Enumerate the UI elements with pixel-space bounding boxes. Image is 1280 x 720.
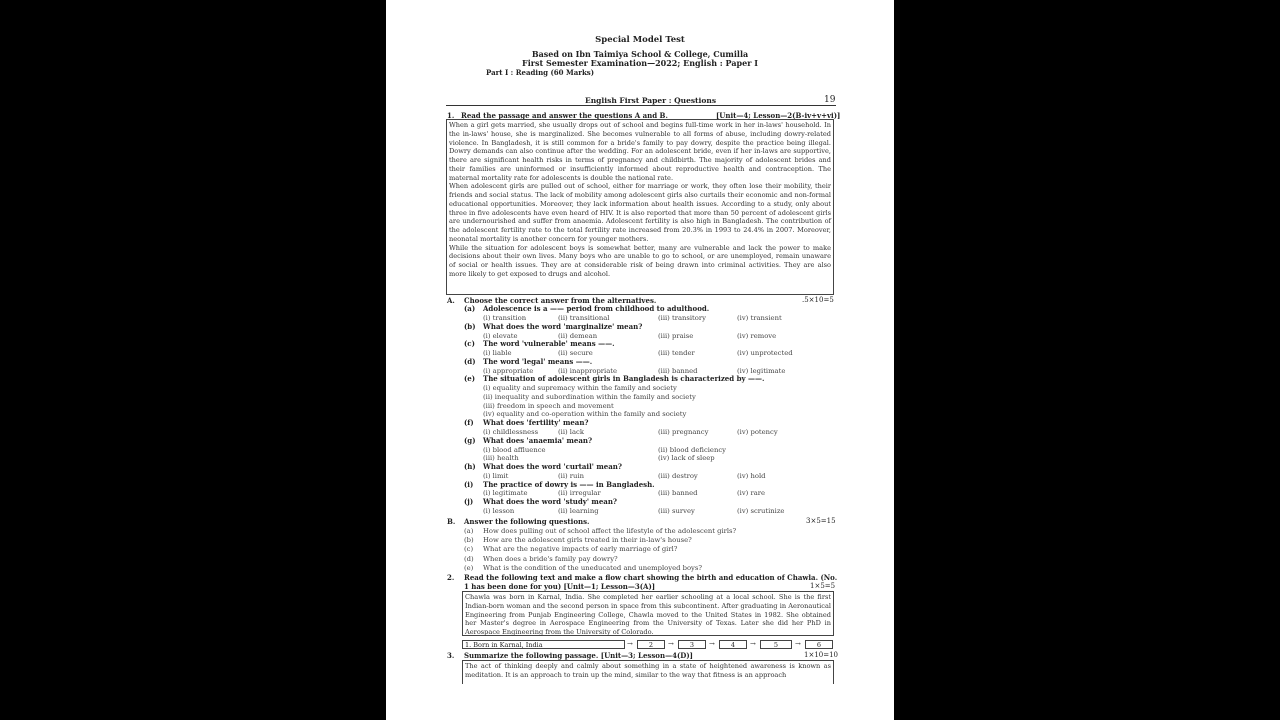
mcq-option[interactable]: (ii) ruin bbox=[558, 472, 584, 480]
mcq-label: (a) bbox=[464, 304, 476, 313]
q2-instruction-line-1: Read the following text and make a flow chart showing the birth and education of Chawla. (No. bbox=[464, 573, 838, 582]
mcq-option[interactable]: (i) blood affluence bbox=[483, 446, 546, 454]
mcq-option[interactable]: (iv) lack of sleep bbox=[658, 454, 715, 462]
mcq-option[interactable]: (iv) potency bbox=[737, 428, 778, 436]
mcq-option[interactable]: (iv) legitimate bbox=[737, 367, 786, 375]
mcq-option[interactable]: (i) equality and supremacy within the family and society bbox=[483, 384, 677, 392]
mcq-option[interactable]: (ii) inequality and subordination within the family and society bbox=[483, 393, 696, 401]
flow-box-3[interactable]: 3 bbox=[678, 640, 706, 649]
mcq-option[interactable]: (iii) pregnancy bbox=[658, 428, 709, 436]
mcq-label: (j) bbox=[464, 497, 474, 506]
mcq-option[interactable]: (iv) transient bbox=[737, 314, 782, 322]
mcq-label: (h) bbox=[464, 462, 476, 471]
mcq-question: What does the word 'curtail' mean? bbox=[483, 462, 622, 471]
mcq-option[interactable]: (iv) unprotected bbox=[737, 349, 793, 357]
mcq-option[interactable]: (iv) scrutinize bbox=[737, 507, 785, 515]
test-title: Special Model Test bbox=[595, 35, 685, 45]
flow-box-5[interactable]: 5 bbox=[760, 640, 792, 649]
short-q-text: How does pulling out of school affect the lifestyle of the adolescent girls? bbox=[483, 527, 737, 535]
mcq-question: What does the word 'marginalize' mean? bbox=[483, 322, 643, 331]
flow-arrow: → bbox=[709, 640, 715, 648]
q1-number: 1. bbox=[447, 111, 455, 120]
flow-box-1: 1. Born in Karnal, India bbox=[462, 640, 625, 649]
mcq-option[interactable]: (iii) banned bbox=[658, 489, 698, 497]
short-q-label: (d) bbox=[464, 555, 474, 563]
mcq-question: What does 'fertility' mean? bbox=[483, 418, 589, 427]
mcq-option[interactable]: (iii) transitory bbox=[658, 314, 706, 322]
mcq-option[interactable]: (iv) hold bbox=[737, 472, 766, 480]
short-q-label: (e) bbox=[464, 564, 474, 572]
mcq-question: What does the word 'study' mean? bbox=[483, 497, 618, 506]
mcq-option[interactable]: (ii) inappropriate bbox=[558, 367, 618, 375]
chawla-text bbox=[462, 591, 834, 636]
page-number: 19 bbox=[824, 95, 836, 105]
passage-paragraph-3: While the situation for adolescent boys is somewhat better, many are vulnerable and lack the power to make decisions about their own lives. Many boys who are unable to go to school, or are unemployed, remain unaware of social or health issues. They are at considerable risk of being drawn into criminal activities. They are also more likely to get exposed to drugs and alcohol. bbox=[449, 243, 831, 278]
reading-passage bbox=[446, 119, 834, 295]
passage-paragraph-2: When adolescent girls are pulled out of school, either for marriage or work, they often lose their mobility, their friends and social status. The lack of mobility among adolescent girls also curtails their economic and non-formal educational opportunities. Moreover, they lack information about health issues. According to a study, only about three in five adolescents have even heard of HIV. It is also reported that more than 50 percent of adolescent girls are undernourished and suffer from anaemia. Adolescent fertility is also high in Bangladesh. The contribution of the adolescent fertility rate to the total fertility rate increased from 20.3% in 1993 to 24.4% in 2007. Moreover, neonatal mortality is another concern for younger mothers. bbox=[449, 182, 831, 243]
mcq-option[interactable]: (i) transition bbox=[483, 314, 527, 322]
mcq-option[interactable]: (iii) survey bbox=[658, 507, 695, 515]
part-label: Part I : Reading (60 Marks) bbox=[486, 68, 595, 77]
section-a-title: Choose the correct answer from the alternatives. bbox=[464, 296, 657, 305]
short-q-text: What are the negative impacts of early marriage of girl? bbox=[483, 545, 678, 553]
short-q-text: How are the adolescent girls treated in their in-law's house? bbox=[483, 536, 692, 544]
chawla-paragraph: Chawla was born in Karnal, India. She completed her earlier schooling at a local school. She is the first Indian-born woman and the second person in space from this subcontinent. After graduating in Aeronautical Engineering from Punjab Engineering College, Chawla moved to the United States in 1982. She obtained her Master's degree in Aerospace Engineering from the University of Texas. Later she did her PhD in Aerospace Engineering from the University of Colorado. bbox=[465, 593, 831, 636]
q3-instruction: Summarize the following passage. [Unit—3; Lesson—4(D)] bbox=[464, 651, 693, 660]
mcq-option[interactable]: (ii) secure bbox=[558, 349, 593, 357]
q1-reference: [Unit—4; Lesson—2(B-iv+v+vi)] bbox=[716, 111, 841, 120]
document-page bbox=[386, 0, 894, 720]
mcq-option[interactable]: (iii) tender bbox=[658, 349, 695, 357]
mcq-option[interactable]: (ii) irregular bbox=[558, 489, 601, 497]
mcq-label: (g) bbox=[464, 436, 476, 445]
mcq-label: (i) bbox=[464, 480, 474, 489]
flow-arrow: → bbox=[795, 640, 801, 648]
summary-text: The act of thinking deeply and calmly about something in a state of heightened awareness is known as meditation. It is an approach to train up the mind, similar to the way that fitness is an approach bbox=[465, 662, 831, 679]
flow-arrow: → bbox=[627, 640, 633, 648]
mcq-option[interactable]: (iii) health bbox=[483, 454, 519, 462]
short-q-label: (a) bbox=[464, 527, 474, 535]
mcq-option[interactable]: (iv) equality and co-operation within the family and society bbox=[483, 410, 687, 418]
q3-marks: 1×10=10 bbox=[804, 651, 838, 659]
flow-box-6[interactable]: 6 bbox=[805, 640, 833, 649]
short-q-label: (b) bbox=[464, 536, 474, 544]
summary-passage bbox=[462, 660, 834, 684]
mcq-question: The word 'vulnerable' means ——. bbox=[483, 339, 615, 348]
mcq-option[interactable]: (i) appropriate bbox=[483, 367, 534, 375]
mcq-question: The word 'legal' means ——. bbox=[483, 357, 593, 366]
mcq-question: The situation of adolescent girls in Bangladesh is characterized by ——. bbox=[483, 374, 765, 383]
mcq-option[interactable]: (ii) transitional bbox=[558, 314, 610, 322]
page-header-label: English First Paper : Questions bbox=[585, 96, 717, 105]
mcq-option[interactable]: (i) lesson bbox=[483, 507, 515, 515]
mcq-option[interactable]: (iii) banned bbox=[658, 367, 698, 375]
mcq-option[interactable]: (ii) learning bbox=[558, 507, 599, 515]
q2-number: 2. bbox=[447, 573, 455, 582]
flow-arrow: → bbox=[750, 640, 756, 648]
flow-box-2[interactable]: 2 bbox=[637, 640, 665, 649]
school-line: Based on Ibn Taimiya School & College, Cumilla bbox=[531, 49, 749, 59]
mcq-option[interactable]: (i) childlessness bbox=[483, 428, 539, 436]
short-q-label: (c) bbox=[464, 545, 474, 553]
mcq-label: (b) bbox=[464, 322, 476, 331]
header-rule bbox=[446, 105, 836, 106]
mcq-label: (f) bbox=[464, 418, 474, 427]
mcq-option[interactable]: (ii) blood deficiency bbox=[658, 446, 726, 454]
mcq-label: (e) bbox=[464, 374, 476, 383]
mcq-option[interactable]: (i) limit bbox=[483, 472, 509, 480]
flow-box-4[interactable]: 4 bbox=[719, 640, 747, 649]
section-b-marks: 3×5=15 bbox=[806, 517, 836, 525]
mcq-option[interactable]: (ii) demean bbox=[558, 332, 598, 340]
mcq-label: (d) bbox=[464, 357, 476, 366]
short-q-text: What is the condition of the uneducated and unemployed boys? bbox=[483, 564, 703, 572]
short-q-text: When does a bride's family pay dowry? bbox=[483, 555, 618, 563]
q1-instruction: Read the passage and answer the questions A and B. bbox=[461, 111, 668, 120]
mcq-option[interactable]: (ii) lack bbox=[558, 428, 584, 436]
mcq-question: What does 'anaemia' mean? bbox=[483, 436, 593, 445]
mcq-label: (c) bbox=[464, 339, 475, 348]
mcq-option[interactable]: (iii) praise bbox=[658, 332, 694, 340]
mcq-option[interactable]: (iv) rare bbox=[737, 489, 766, 497]
mcq-option[interactable]: (iv) remove bbox=[737, 332, 777, 340]
passage-paragraph-1: When a girl gets married, she usually drops out of school and begins full-time work in her in-laws' household. In the in-laws' house, she is marginalized. She becomes vulnerable to all forms of abuse, including dowry-related violence. In Bangladesh, it is still common for a bride's family to pay dowry, despite the practice being illegal. Dowry demands can also continue after the wedding. For an adolescent bride, even if her in-laws are supportive, there are significant health risks in terms of pregnancy and childbirth. The majority of adolescent brides and their families are uninformed or insufficiently informed about reproductive health and contraception. The maternal mortality rate for adolescents is double the national rate. bbox=[449, 121, 831, 182]
mcq-option[interactable]: (iii) freedom in speech and movement bbox=[483, 402, 614, 410]
section-a-marks: .5×10=5 bbox=[802, 296, 834, 304]
section-b-title: Answer the following questions. bbox=[464, 517, 590, 526]
mcq-option[interactable]: (i) legitimate bbox=[483, 489, 528, 497]
q2-marks: 1×5=5 bbox=[810, 582, 836, 590]
mcq-question: Adolescence is a —— period from childhood to adulthood. bbox=[483, 304, 710, 313]
section-a-letter: A. bbox=[447, 296, 455, 305]
mcq-option[interactable]: (i) elevate bbox=[483, 332, 518, 340]
flow-arrow: → bbox=[668, 640, 674, 648]
exam-line: First Semester Examination—2022; English : Paper I bbox=[522, 58, 758, 68]
mcq-option[interactable]: (iii) destroy bbox=[658, 472, 698, 480]
mcq-option[interactable]: (i) liable bbox=[483, 349, 512, 357]
q2-instruction-line-2: 1 has been done for you) [Unit—1; Lesson—3(A)] bbox=[464, 582, 656, 591]
q3-number: 3. bbox=[447, 651, 455, 660]
section-b-letter: B. bbox=[447, 517, 456, 526]
mcq-question: The practice of dowry is —— in Bangladesh. bbox=[483, 480, 655, 489]
